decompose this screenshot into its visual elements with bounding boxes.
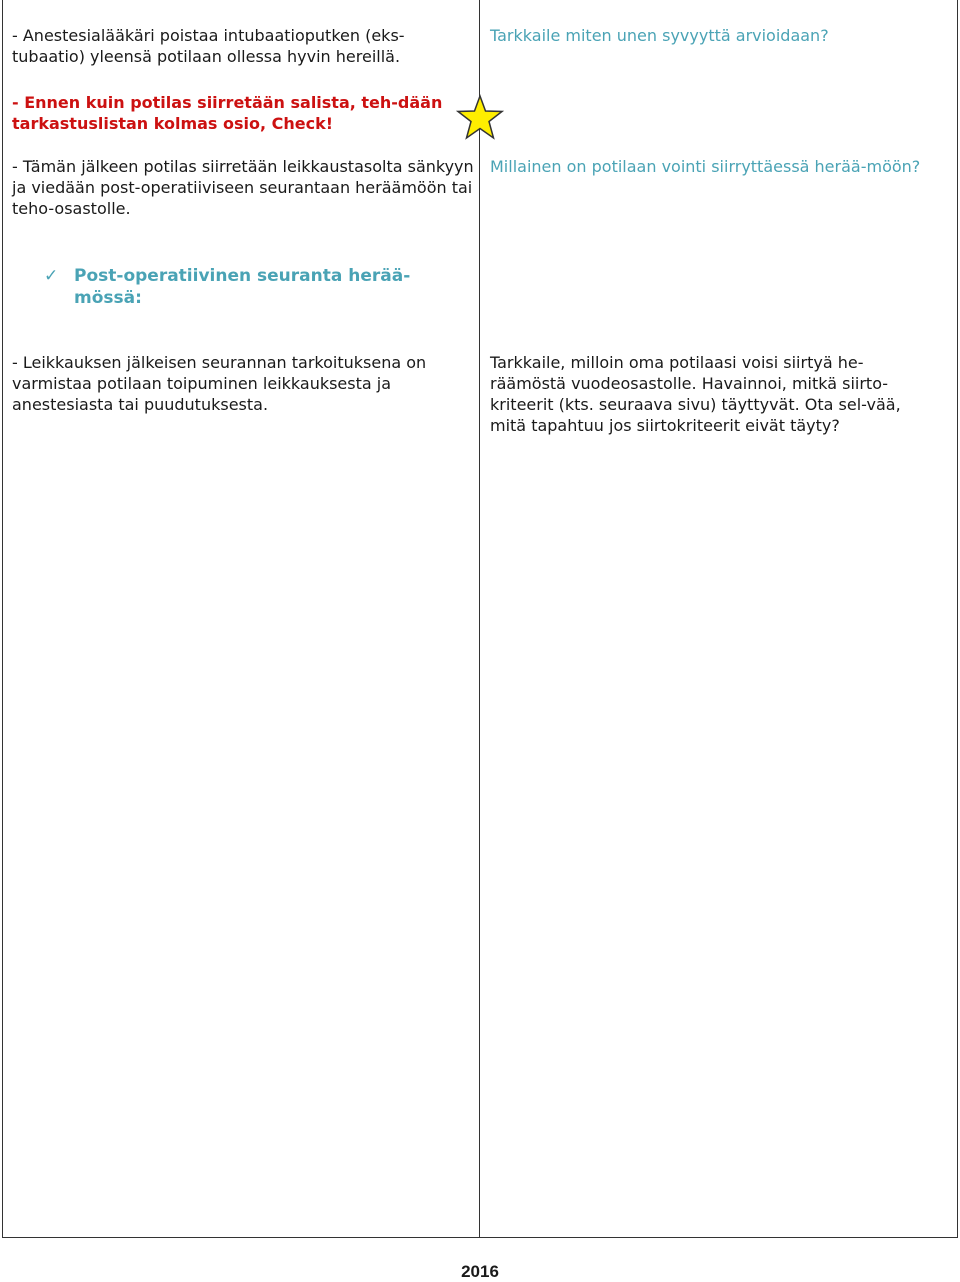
right-question-condition: Millainen on potilaan vointi siirryttäessä herää-möön?: [490, 157, 921, 176]
star-icon: [456, 94, 504, 140]
section-heading: [44, 265, 444, 309]
footer-year: 2016: [461, 1262, 499, 1281]
left-paragraph-checklist: - Ennen kuin potilas siirretään salista, teh-dään tarkastuslistan kolmas osio, Check!: [12, 93, 443, 133]
left-paragraph-purpose: - Leikkauksen jälkeisen seurannan tarkoituksena on varmistaa potilaan toipuminen leikkauksesta ja anestesiasta tai puudutuksesta.: [12, 353, 427, 414]
column-divider: [479, 0, 480, 1238]
section-heading-text: Post-operatiivinen seuranta herää-mössä:: [74, 266, 411, 308]
right-paragraph-transfer-criteria: Tarkkaile, milloin oma potilaasi voisi siirtyä he-räämöstä vuodeosastolle. Havainnoi, mitkä siirto-kriteerit (kts. seuraava sivu) täyttyvät. Ota sel-vää, mitä tapahtuu jos siirtokriteerit eivät täyty?: [490, 353, 901, 435]
left-paragraph-extubation: - Anestesialääkäri poistaa intubaatioputken (eks-tubaatio) yleensä potilaan ollessa hyvin hereillä.: [12, 26, 405, 66]
left-paragraph-transfer: - Tämän jälkeen potilas siirretään leikkaustasolta sänkyyn ja viedään post-operatiiviseen seurantaan heräämöön tai teho-osastolle.: [12, 157, 474, 218]
checkmark-icon: ✓: [44, 266, 59, 286]
right-question-sleep-depth: Tarkkaile miten unen syvyyttä arvioidaan?: [490, 26, 829, 45]
